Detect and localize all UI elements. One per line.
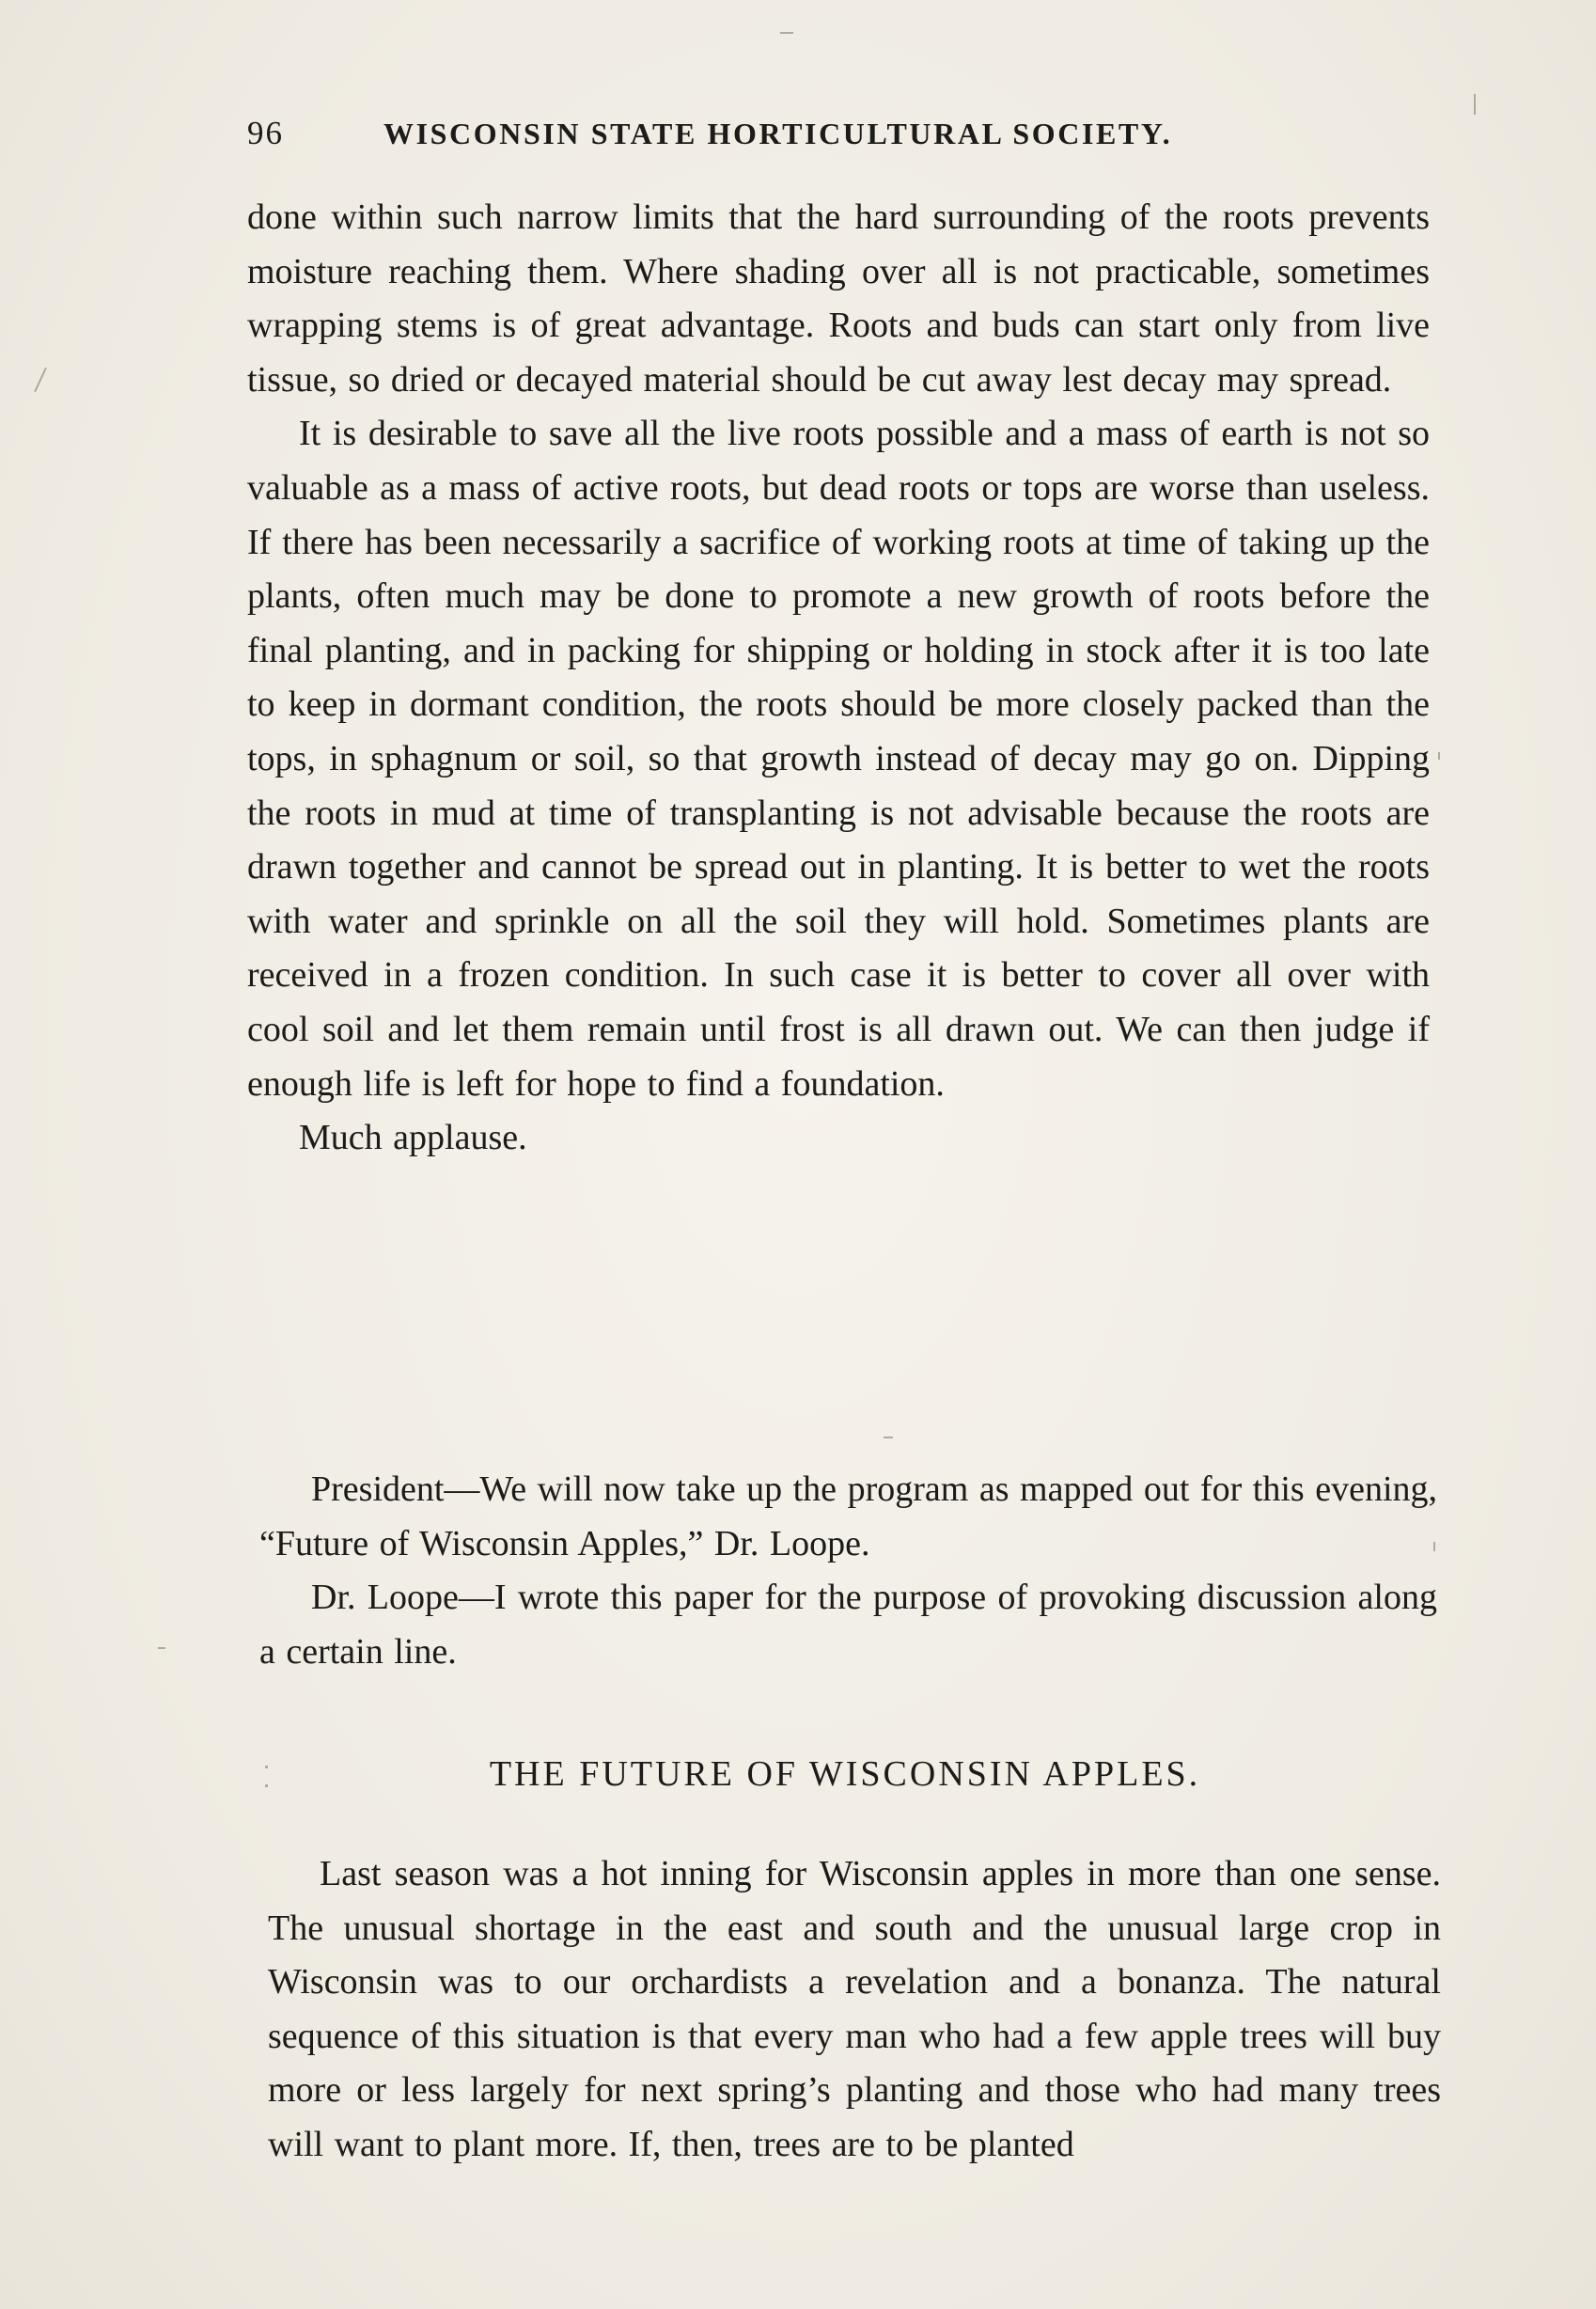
paper-speck (265, 1766, 268, 1768)
president-remark: President—We will now take up the program as mapped out for this evening, “Future of Wisconsin Apples,” Dr. Loope. (259, 1469, 1437, 1563)
paragraph-shading: done within such narrow limits that the hard surrounding of the roots prevents moisture reaching them. Where shading over all is not practicable, sometimes wrapping stems is of great advantage. Roots and buds can start only from live tissue, so dried or decayed material should be cut away lest decay may spread. (247, 197, 1430, 400)
paper-speck (1433, 1542, 1435, 1551)
page-number: 96 (247, 115, 284, 151)
paper-speck (265, 1784, 268, 1787)
article-title: THE FUTURE OF WISCONSIN APPLES. (489, 1754, 1201, 1794)
discussion-block (259, 1463, 1437, 1679)
paper-speck (1438, 752, 1440, 760)
continued-text (247, 191, 1430, 1166)
article-paragraph: Last season was a hot inning for Wisconsin apples in more than one sense. The unusual shortage in the east and south and the unusual large crop in Wisconsin was to our orchardists a revelation and a bonanza. The natural sequence of this situation is that every man who had a few apple trees will buy more or less largely for next spring’s planting and those who had many trees will want to plant more. If, then, trees are to be planted (268, 1854, 1441, 2164)
article-body (268, 1847, 1441, 2173)
dr-loope-remark: Dr. Loope—I wrote this paper for the purpose of provoking discussion along a certain line. (259, 1578, 1437, 1672)
running-head: WISCONSIN STATE HORTICULTURAL SOCIETY. (383, 117, 1173, 150)
paragraph-roots: It is desirable to save all the live roots possible and a mass of earth is not so valuable as a mass of active roots, but dead roots or tops are worse than useless. If there has been necessarily a sacrifice of working roots at time of taking up the plants, often much may be done to promote a new growth of roots before the final planting, and in packing for shipping or holding in stock after it is too late to keep in dormant condition, the roots should be more closely packed than the tops, in sphagnum or soil, so that growth instead of decay may go on. Dipping the roots in mud at time of transplanting is not advisable because the roots are drawn together and cannot be spread out in planting. It is better to wet the roots with water and sprinkle on all the soil they will hold. Sometimes plants are received in a frozen condition. In such case it is better to cover all over with cool soil and let them remain until frost is all drawn out. We can then judge if enough life is left for hope to find a foundation. (247, 414, 1430, 1104)
paper-speck (780, 32, 793, 34)
paper-speck (34, 368, 47, 392)
page-header (247, 115, 1300, 162)
paper-speck (1474, 94, 1476, 115)
paper-speck (158, 1647, 165, 1649)
paper-speck (884, 1437, 893, 1438)
paragraph-applause: Much applause. (299, 1118, 527, 1158)
